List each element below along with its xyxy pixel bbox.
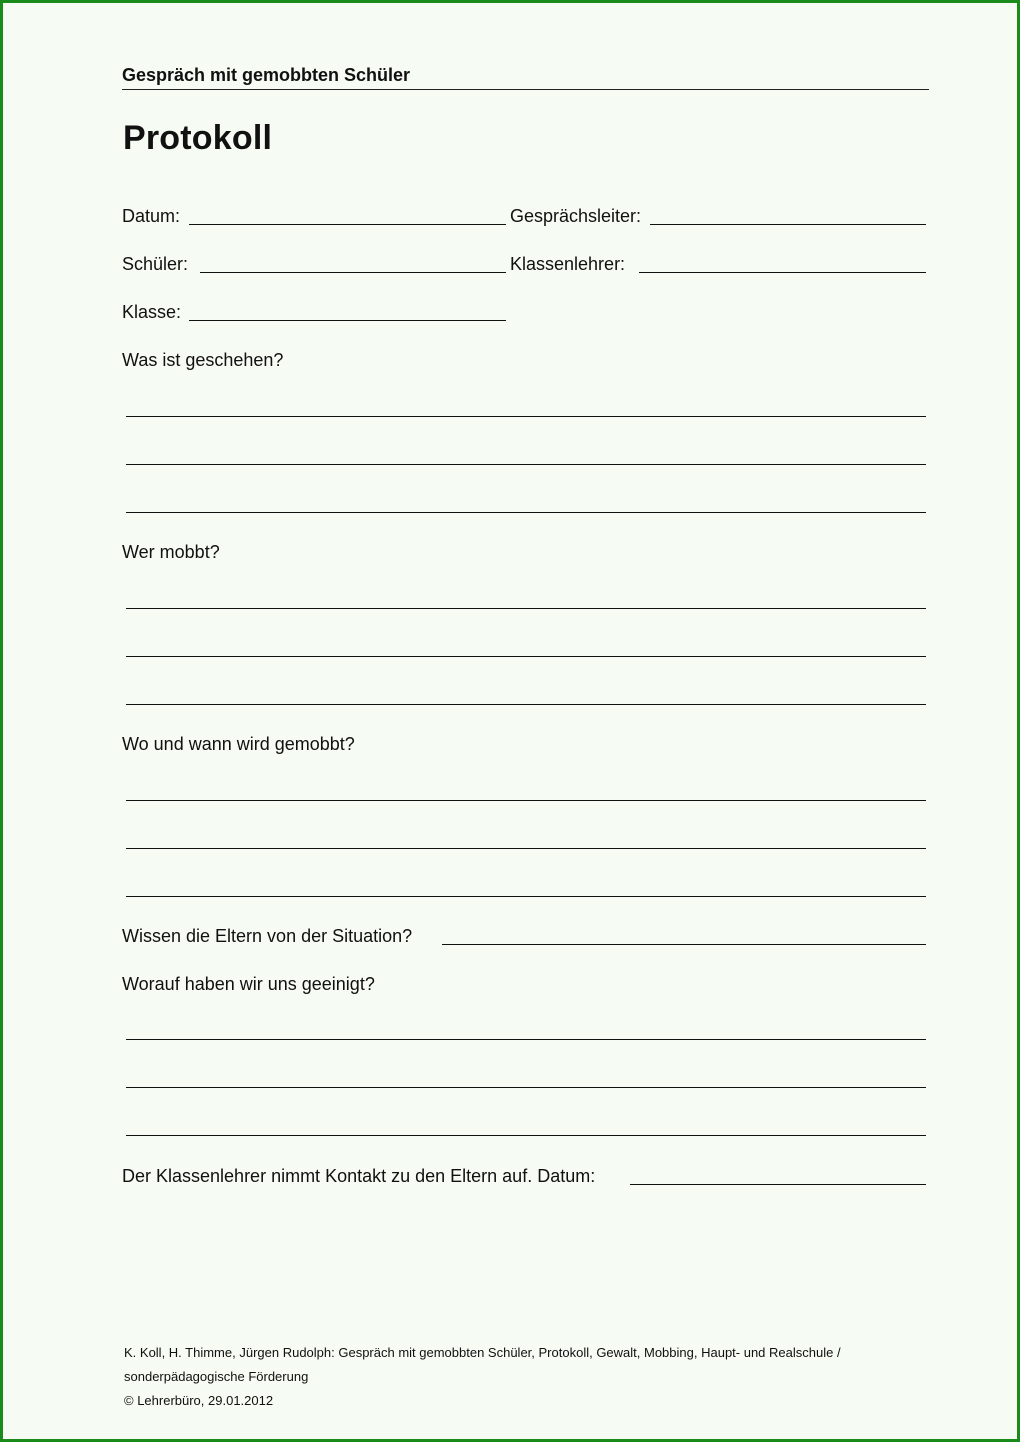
header-title: Gespräch mit gemobbten Schüler — [122, 65, 411, 85]
answer-line[interactable] — [126, 1039, 926, 1040]
answer-line[interactable] — [126, 800, 926, 801]
question-eltern-situation: Wissen die Eltern von der Situation? — [122, 926, 413, 946]
answer-line[interactable] — [126, 1087, 926, 1088]
answer-line[interactable] — [126, 848, 926, 849]
answer-line[interactable] — [126, 656, 926, 657]
eltern-answer-field[interactable] — [442, 944, 926, 945]
klassenlehrer-field[interactable] — [639, 272, 926, 273]
answer-line[interactable] — [126, 704, 926, 705]
gespraechsleiter-field[interactable] — [650, 224, 926, 225]
footer-citation-line2: sonderpädagogische Förderung — [124, 1369, 309, 1384]
footer-copyright: © Lehrerbüro, 29.01.2012 — [124, 1393, 274, 1408]
header-rule — [122, 89, 929, 90]
klasse-field[interactable] — [189, 320, 506, 321]
question-was-ist-geschehen: Was ist geschehen? — [122, 350, 284, 370]
datum-field[interactable] — [189, 224, 506, 225]
datum-label: Datum: — [122, 206, 181, 226]
question-kontakt-eltern: Der Klassenlehrer nimmt Kontakt zu den Eltern auf. Datum: — [122, 1166, 596, 1186]
question-wer-mobbt: Wer mobbt? — [122, 542, 220, 562]
schueler-field[interactable] — [200, 272, 506, 273]
answer-line[interactable] — [126, 608, 926, 609]
answer-line[interactable] — [126, 512, 926, 513]
kontakt-datum-field[interactable] — [630, 1184, 926, 1185]
page-title: Protokoll — [123, 119, 273, 157]
klassenlehrer-label: Klassenlehrer: — [510, 254, 626, 274]
question-wo-und-wann: Wo und wann wird gemobbt? — [122, 734, 355, 754]
question-geeinigt: Worauf haben wir uns geeinigt? — [122, 974, 375, 994]
gespraechsleiter-label: Gesprächsleiter: — [510, 206, 642, 226]
answer-line[interactable] — [126, 896, 926, 897]
answer-line[interactable] — [126, 464, 926, 465]
footer-citation-line1: K. Koll, H. Thimme, Jürgen Rudolph: Gespräch mit gemobbten Schüler, Protokoll, Gewalt, Mobbing, Haupt- und Realschule / — [124, 1345, 841, 1360]
schueler-label: Schüler: — [122, 254, 189, 274]
answer-line[interactable] — [126, 416, 926, 417]
klasse-label: Klasse: — [122, 302, 182, 322]
answer-line[interactable] — [126, 1135, 926, 1136]
